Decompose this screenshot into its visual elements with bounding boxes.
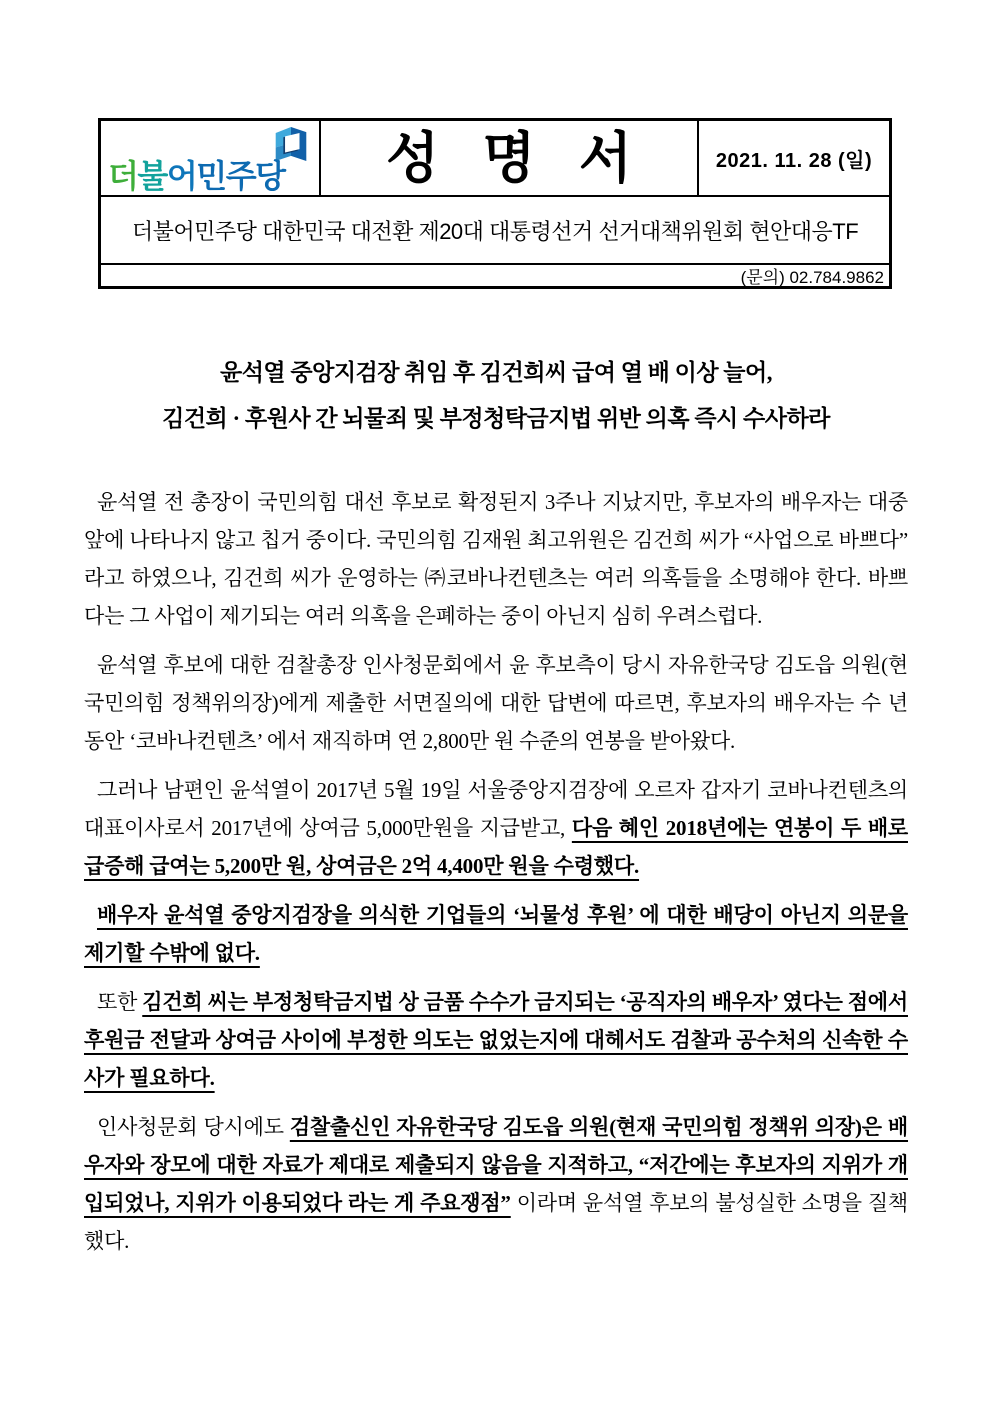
emphasized-text: 배우자 윤석열 중앙지검장을 의식한 기업들의 ‘뇌물성 후원’ 에 대한 배당이 아닌지 의문을 제기할 수밖에 없다.	[84, 903, 908, 965]
party-logo-text	[108, 160, 285, 192]
doc-date: 2021. 11. 28 (일)	[715, 149, 873, 172]
body-text: 그러나 남편인 윤석열이 2017년 5월 19일 서울중앙지검장에 오르자 갑자기 코바나컨텐츠의 대표이사로서 2017년에 상여금 5,000만원을 지급받고,	[84, 778, 908, 840]
document-body	[84, 483, 908, 1271]
committee-row	[101, 197, 889, 265]
emphasized-text: 다음 혜인 2018년에는 연봉이 두 배로 급증해 급여는 5,200만 원, 상여금은 2억 4,400만 원을 수령했다.	[84, 816, 908, 878]
headline-line-1: 윤석열 중앙지검장 취임 후 김건희씨 급여 열 배 이상 늘어,	[219, 360, 772, 385]
paragraph	[84, 483, 908, 635]
statement-headline	[84, 350, 908, 442]
committee-name: 더불어민주당 대한민국 대전환 제20대 대통령선거 선거대책위원회 현안대응TF	[131, 218, 859, 244]
contact-row	[101, 265, 889, 286]
logo-char: 더	[108, 158, 138, 194]
body-text: 이라며 윤석열 후보의 불성실한 소명을 질책했다.	[84, 1191, 909, 1253]
emphasized-text: 김건희 씨는 부정청탁금지법 상 금품 수수가 금지되는 ‘공직자의 배우자’ 였다는 점에서 후원금 전달과 상여금 사이에 부정한 의도는 없었는지에 대헤서도 검찰과 공수처의 신속한 수사가 필요하다.	[84, 990, 908, 1090]
party-logo	[101, 121, 321, 195]
paragraph	[84, 1108, 908, 1260]
logo-char: 불	[137, 158, 167, 194]
logo-char: 주	[225, 158, 256, 194]
body-text: 인사청문회 당시에도	[97, 1115, 290, 1139]
paragraph	[84, 771, 908, 885]
headline-line-2: 김건희 · 후원사 간 뇌물죄 및 부정청탁금지법 위반 의혹 즉시 수사하라	[162, 406, 830, 431]
logo-char: 어	[166, 158, 197, 194]
body-text: 또한	[97, 990, 143, 1014]
logo-char: 당	[255, 158, 285, 194]
doc-type-cell	[321, 121, 699, 195]
contact-info: (문의) 02.784.9862	[740, 268, 884, 287]
body-text: 윤석열 후보에 대한 검찰총장 인사청문회에서 윤 후보측이 당시 자유한국당 김도읍 의원(현 국민의힘 정책위의장)에게 제출한 서면질의에 대한 답변에 따르면, 후보자의 배우자는 수 년동안 ‘코바나컨텐츠’ 에서 재직하며 연 2,800만 원 수준의 연봉을 받아왔다.	[84, 653, 908, 753]
paragraph	[84, 646, 908, 760]
header-table	[98, 118, 892, 289]
paragraph	[84, 896, 908, 972]
paragraph	[84, 983, 908, 1097]
logo-char: 민	[196, 158, 226, 194]
doc-type-title: 성 명 서	[386, 126, 646, 189]
date-cell	[699, 121, 889, 195]
emphasized-text: 검찰출신인 자유한국당 김도읍 의원(현재 국민의힘 정책위 의장)은 배우자와 장모에 대한 자료가 제대로 제출되지 않음을 지적하고, “저간에는 후보자의 지위가 개입되었나, 지위가 이용되었다 라는 게 주요쟁점”	[84, 1115, 909, 1215]
header-row-main	[101, 121, 889, 197]
body-text: 윤석열 전 총장이 국민의힘 대선 후보로 확정된지 3주나 지났지만, 후보자의 배우자는 대중 앞에 나타나지 않고 칩거 중이다. 국민의힘 김재원 최고위원은 김건희 씨가 “사업으로 바쁘다” 라고 하였으나, 김건희 씨가 운영하는 ㈜코바나컨텐츠는 여러 의혹들을 소명해야 한다. 바쁘다는 그 사업이 제기되는 여러 의혹을 은폐하는 중이 아닌지 심히 우려스럽다.	[84, 490, 908, 628]
